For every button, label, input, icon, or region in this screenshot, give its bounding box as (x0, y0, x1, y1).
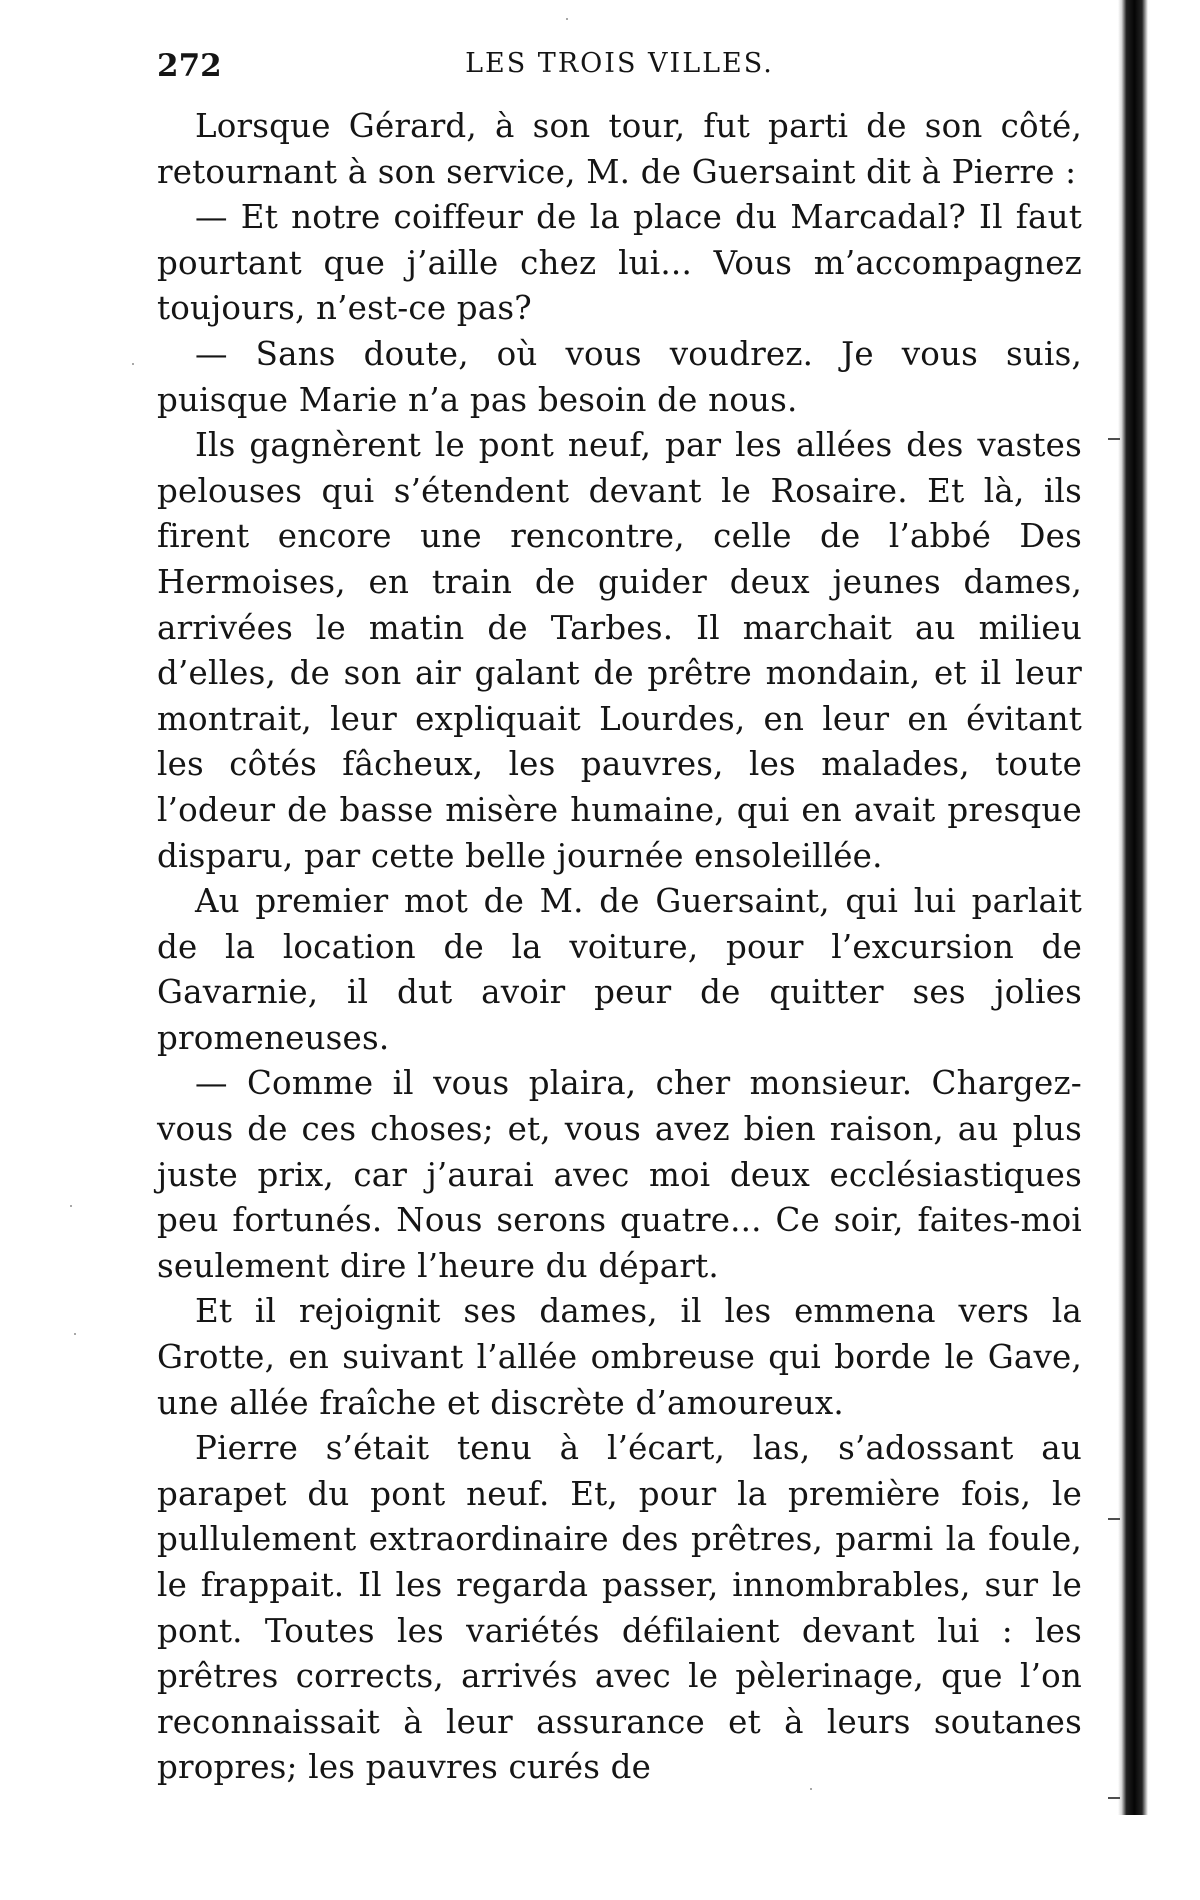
paper-speck (74, 1333, 76, 1335)
paper-speck (70, 1205, 72, 1207)
paper-speck (566, 18, 568, 20)
paragraph: — Et notre coiffeur de la place du Marcadal? Il faut pourtant que j’aille chez lui... Vous m’accompagnez toujours, n’est-ce pas? (157, 198, 1082, 328)
gutter-mark (1108, 438, 1120, 440)
page-number: 272 (157, 48, 222, 84)
paragraph: Lorsque Gérard, à son tour, fut parti de son côté, retournant à son service, M. de Guersaint dit à Pierre : (157, 107, 1082, 191)
gutter-mark (1108, 1797, 1120, 1799)
running-title: LES TROIS VILLES. (465, 48, 774, 79)
paper-speck (810, 1788, 812, 1790)
body-text (157, 104, 1082, 1791)
gutter-mark (1108, 1518, 1120, 1520)
paragraph: Ils gagnèrent le pont neuf, par les allées des vastes pelouses qui s’étendent devant le Rosaire. Et là, ils firent encore une rencontre, celle de l’abbé Des Hermoises, en train de guider deux jeunes dames, arrivées le matin de Tarbes. Il marchait au milieu d’elles, de son air galant de prêtre mondain, et il leur montrait, leur expliquait Lourdes, en leur en évitant les côtés fâcheux, les pauvres, les malades, toute l’odeur de basse misère humaine, qui en avait presque disparu, par cette belle journée ensoleillée. (157, 426, 1082, 875)
paragraph: Et il rejoignit ses dames, il les emmena vers la Grotte, en suivant l’allée ombreuse qui borde le Gave, une allée fraîche et discrète d’amoureux. (157, 1292, 1082, 1422)
paper-speck (132, 363, 134, 365)
binding-gutter (1118, 0, 1148, 1815)
running-head (157, 48, 1082, 98)
paragraph: — Comme il vous plaira, cher monsieur. Chargez-vous de ces choses; et, vous avez bien raison, au plus juste prix, car j’aurai avec moi deux ecclésiastiques peu fortunés. Nous serons quatre... Ce soir, faites-moi seulement dire l’heure du départ. (157, 1064, 1082, 1285)
paragraph: Pierre s’était tenu à l’écart, las, s’adossant au parapet du pont neuf. Et, pour la première fois, le pullulement extraordinaire des prêtres, parmi la foule, le frappait. Il les regarda passer, innombrables, sur le pont. Toutes les variétés défilaient devant lui : les prêtres corrects, arrivés avec le pèlerinage, que l’on reconnaissait à leur assurance et à leurs soutanes propres; les pauvres curés de (157, 1429, 1082, 1787)
paragraph: Au premier mot de M. de Guersaint, qui lui parlait de la location de la voiture, pour l’excursion de Gavarnie, il dut avoir peur de quitter ses jolies promeneuses. (157, 882, 1082, 1057)
paragraph: — Sans doute, où vous voudrez. Je vous suis, puisque Marie n’a pas besoin de nous. (157, 334, 1082, 419)
